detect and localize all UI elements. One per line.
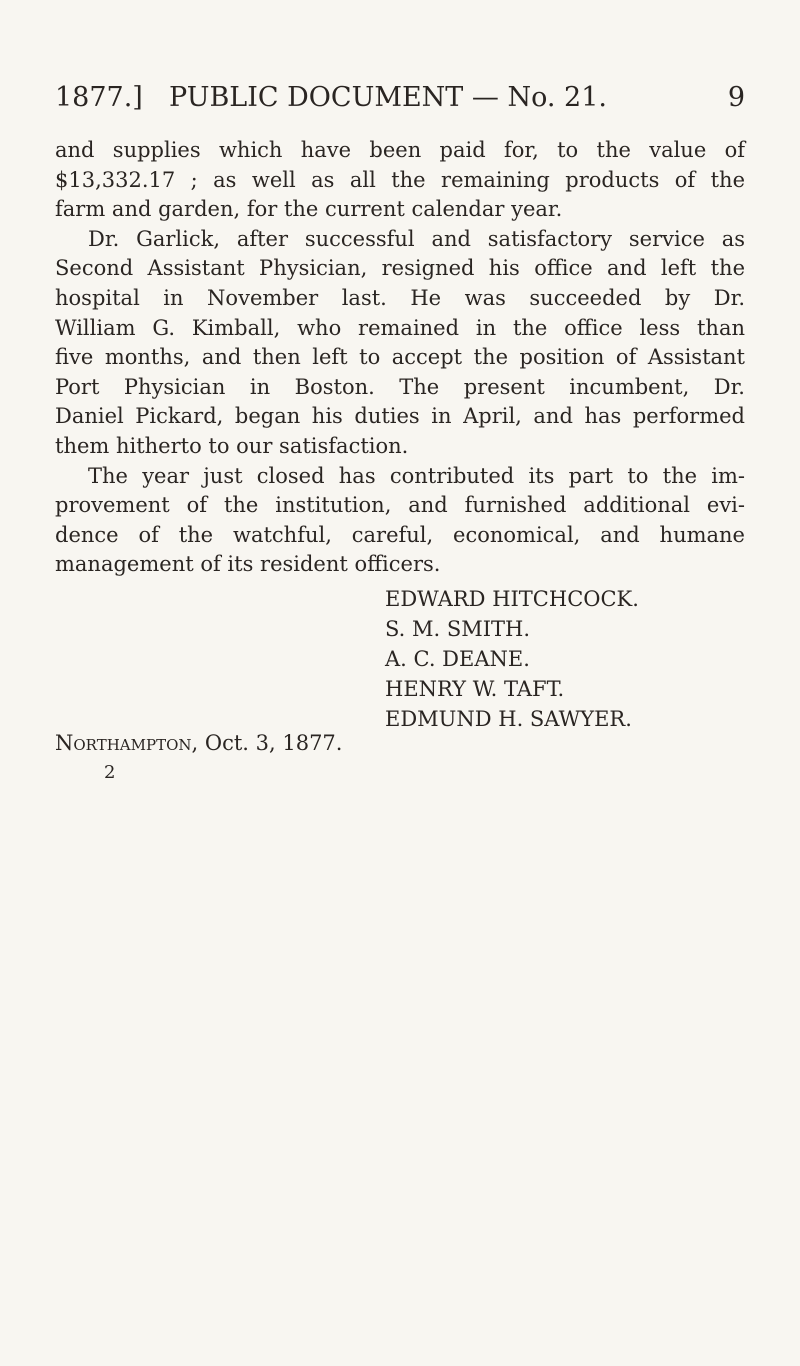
body-text (55, 136, 745, 580)
text-line: Dr. Garlick, after successful and satisfactory service as (88, 226, 745, 251)
date: Oct. 3, 1877. (204, 731, 343, 755)
signatory: HENRY W. TAFT. (385, 677, 565, 701)
text-line: farm and garden, for the current calendar year. (55, 197, 563, 222)
text-line: provement of the institution, and furnished additional evi- (55, 493, 745, 518)
signatory: S. M. SMITH. (385, 617, 531, 641)
signatory: EDMUND H. SAWYER. (385, 707, 632, 731)
text-line: management of its resident officers. (55, 552, 441, 577)
place: Northampton, (55, 731, 199, 755)
header-title: PUBLIC DOCUMENT — No. 21. (169, 82, 607, 113)
place-and-date (55, 731, 342, 755)
text-line: five months, and then left to accept the position of Assistant (55, 345, 745, 370)
text-line: them hitherto to our satisfaction. (55, 433, 409, 458)
paragraph-2 (55, 225, 745, 462)
text-line: Second Assistant Physician, resigned his office and left the (55, 256, 745, 281)
page-number: 9 (727, 82, 745, 113)
text-line: The year just closed has contributed its part to the im- (88, 463, 745, 488)
text-line: and supplies which have been paid for, to the value of (55, 138, 745, 162)
text-line: Daniel Pickard, began his duties in April, and has performed (55, 404, 745, 429)
signature-block (385, 584, 639, 734)
signatory: EDWARD HITCHCOCK. (385, 587, 639, 611)
text-line: Port Physician in Boston. The present incumbent, Dr. (55, 374, 745, 399)
text-line: hospital in November last. He was succeeded by Dr. (55, 285, 745, 310)
header-year: 1877.] (55, 82, 143, 113)
paragraph-1 (55, 136, 745, 225)
text-line: dence of the watchful, careful, economical, and humane (55, 522, 745, 547)
running-header (55, 82, 745, 122)
signatory: A. C. DEANE. (385, 647, 530, 671)
paragraph-3 (55, 462, 745, 580)
text-line: $13,332.17 ; as well as all the remaining products of the (55, 167, 745, 192)
printer-signature-mark: 2 (104, 762, 116, 783)
text-line: William G. Kimball, who remained in the office less than (55, 315, 745, 340)
